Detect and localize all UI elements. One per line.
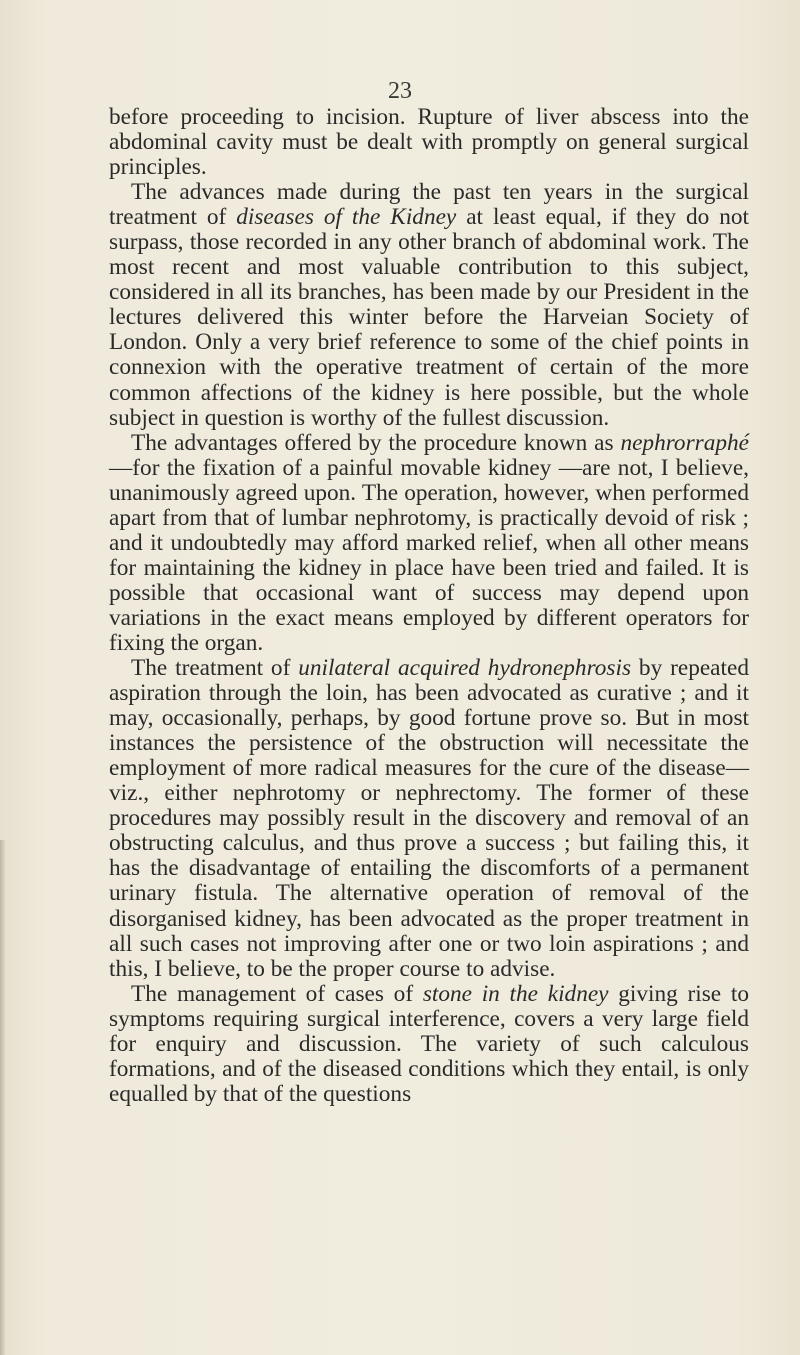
text-run: before proceeding to incision. Rupture of liver abscess into the abdominal cavity must be dealt with promptly on general surgical principles. [109, 104, 749, 181]
text-run: The management of cases of [131, 980, 423, 1007]
paragraph [109, 656, 749, 982]
paragraph [109, 105, 749, 180]
text-run: giving rise to symptoms requiring surgical interference, covers a very large field for enquiry and discussion. The variety of such calculous formations, and of the diseased conditions which they entail, is only equalled by that of the questions [109, 980, 749, 1107]
italic-phrase: diseases of the Kidney [236, 204, 457, 231]
italic-phrase: unilateral acquired hydronephrosis [298, 655, 632, 682]
paragraph [109, 431, 749, 656]
text-run: —for the fixation of a painful movable kidney —are not, I believe, unanimously agreed upon. The operation, however, when performed apart from that of lumbar nephrotomy, is practically devoid of risk ; and it undoubtedly may afford marked relief, when all other means for maintaining the kidney in place have been tried and failed. It is possible that occasional want of success may depend upon variations in the exact means employed by different operators for fixing the organ. [109, 454, 749, 656]
page-number: 23 [388, 78, 412, 104]
text-run: The treatment of [131, 655, 299, 682]
body-text [109, 105, 749, 1107]
page-edge-shadow [0, 840, 6, 1355]
italic-phrase: nephrorraphé [620, 429, 749, 456]
text-run: by repeated aspiration through the loin, has been advocated as curative ; and it may, occasionally, perhaps, by good fortune prove so. But in most instances the persistence of the obstruction will necessitate the employment of more radical measures for the cure of the disease—viz., either nephrotomy or nephrectomy. The former of these procedures may possibly result in the discovery and removal of an obstructing calculus, and thus prove a success ; but failing this, it has the disadvantage of entailing the discomforts of a permanent urinary fistula. The alternative operation of removal of the disorganised kidney, has been advocated as the proper treatment in all such cases not improving after one or two loin aspirations ; and this, I believe, to be the proper course to advise. [109, 655, 749, 982]
italic-phrase: stone in the kidney [422, 980, 609, 1007]
paragraph [109, 180, 749, 430]
text-run: The advantages offered by the procedure known as [131, 429, 621, 456]
paragraph [109, 982, 749, 1107]
text-run: at least equal, if they do not surpass, those recorded in any other branch of abdominal work. The most recent and most valuable contribution to this subject, considered in all its branches, has been made by our President in the lectures delivered this winter before the Harveian Society of London. Only a very brief reference to some of the chief points in connexion with the operative treatment of certain of the more common affections of the kidney is here possible, but the whole subject in question is worthy of the fullest discussion. [109, 204, 749, 431]
text-run: The advances made during the past ten years in the surgical treatment of [109, 179, 749, 231]
